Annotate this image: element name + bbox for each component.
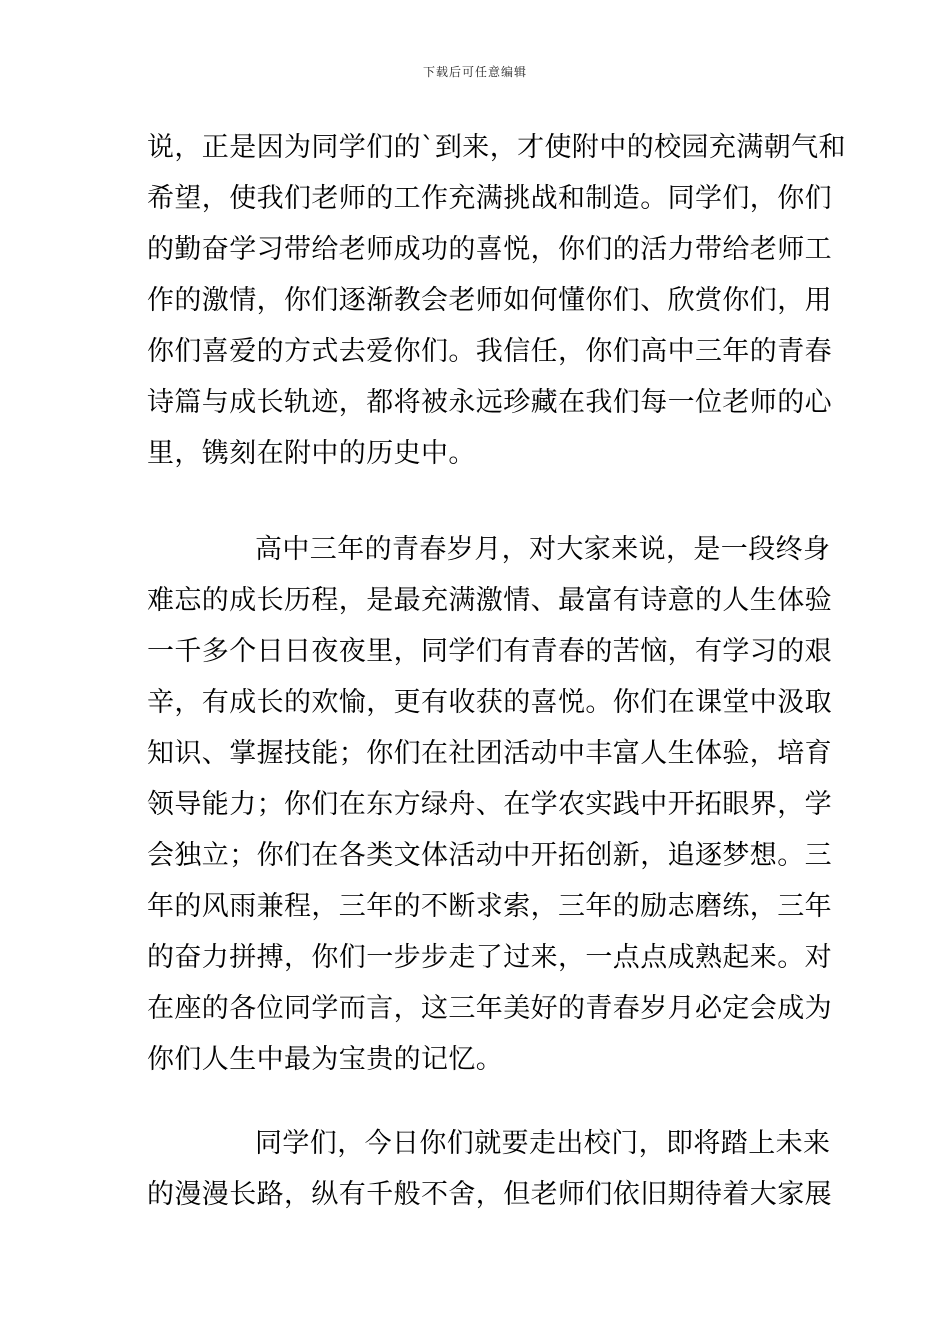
page-header-note: 下载后可任意编辑 [422,65,527,79]
text-line: 你们人生中最为宝贵的记忆。 [147,1044,504,1075]
text-line: 作的激情，你们逐渐教会老师如何懂你们、欣赏你们，用 [147,285,832,316]
text-line: 知识、掌握技能；你们在社团活动中丰富人生体验，培育 [147,738,832,769]
text-line: 说，正是因为同学们的`到来，才使附中的校园充满朝气和 [147,132,846,163]
paragraph-3 [147,1118,832,1220]
paragraph-2 [147,524,832,1085]
text-line: 的奋力拼搏，你们一步步走了过来，一点点成熟起来。对 [147,942,832,973]
text-line: 会独立；你们在各类文体活动中开拓创新，追逐梦想。三 [147,840,832,871]
text-line: 你们喜爱的方式去爱你们。我信任，你们高中三年的青春 [147,336,832,367]
text-line: 希望，使我们老师的工作充满挑战和制造。同学们，你们 [147,183,832,214]
text-line: 辛，有成长的欢愉，更有收获的喜悦。你们在课堂中汲取 [147,687,832,718]
text-line: 年的风雨兼程，三年的不断求索，三年的励志磨练，三年 [147,891,832,922]
text-line: 诗篇与成长轨迹，都将被永远珍藏在我们每一位老师的心 [147,387,832,418]
text-line: 里，镌刻在附中的历史中。 [147,438,476,469]
text-line: 难忘的成长历程，是最充满激情、最富有诗意的人生体验 [147,585,832,616]
text-line: 的勤奋学习带给老师成功的喜悦，你们的活力带给老师工 [147,234,832,265]
text-line: 领导能力；你们在东方绿舟、在学农实践中开拓眼界，学 [147,789,832,820]
text-line: 同学们，今日你们就要走出校门，即将踏上未来 [255,1128,831,1159]
text-line: 一千多个日日夜夜里，同学们有青春的苦恼，有学习的艰 [147,636,832,667]
text-line: 高中三年的青春岁月，对大家来说，是一段终身 [255,534,831,565]
paragraph-1 [147,122,846,479]
text-line: 的漫漫长路，纵有千般不舍，但老师们依旧期待着大家展 [147,1179,832,1210]
text-line: 在座的各位同学而言，这三年美好的青春岁月必定会成为 [147,993,832,1024]
